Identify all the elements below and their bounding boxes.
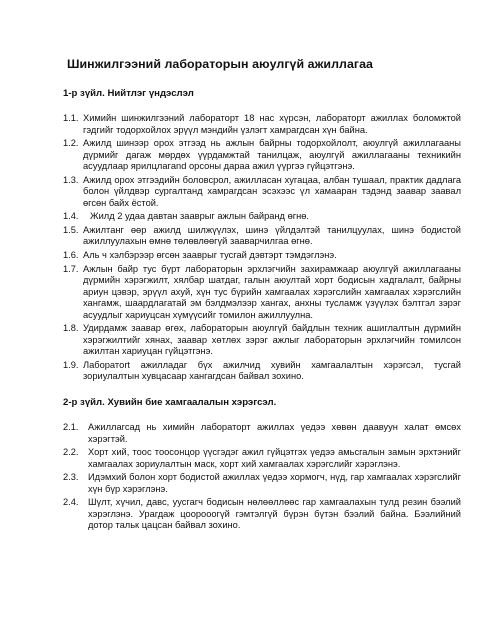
- item-text: Ажлын байр тус бүрт лабораторын эрхлэгчийн захирамжаар аюулгүй ажиллагааны дүрмийн хэрэгжилт, хялбар шатдаг, галын аюултай хорт бодисын хадгалалт, байрны ариун цэвэр, эрүүл ахуй, хүн тус бүрийн хамгаалах хэрэгслийн хамгаалах хэрэгслийн хангамж, шаардлагатай эм бэлдмэлээр хангах, анхны тусламж үзүүлэх бэлтгэл зэрэг асуудлыг хариуцсан хүмүүсийг томилон ажиллуулна.: [83, 263, 461, 320]
- list-item: [63, 113, 461, 136]
- item-text: Хорт хий, тоос тоосонцор үүсгэдэг ажил гүйцэтгэх үедээ амьсгалын замын эрхтэнийг хамгаалах зориулалтын маск, хорт хий хамгаалах хэрэгслийг хэрэглэнэ.: [88, 447, 461, 469]
- list-item: [63, 323, 461, 358]
- section-list: [63, 113, 461, 383]
- item-number: 1.1.: [63, 113, 79, 123]
- list-item: [63, 138, 461, 173]
- list-item: [63, 250, 461, 262]
- item-number: 1.7.: [63, 263, 79, 274]
- item-number: 1.6.: [63, 250, 79, 261]
- list-item: [63, 264, 461, 322]
- item-text: Лаборатort ажилладаг бүх ажилчид хувийн хамгаалалтын хэрэгсэл, тусгай зориулалтын хувцасаар хангагдсан байвал зохино.: [83, 359, 461, 382]
- section-heading: 1-р зүйл. Нийтлэг үндэслэл: [63, 88, 194, 99]
- item-number: 1.8.: [63, 323, 79, 334]
- item-text: Ажилд шинээр орох этгээд нь ажлын байрны тодорхойлолт, аюулгүй ажиллагааны дүрмийг дагаж мөрдөх үүрдамжтай танилцаж, аюулгүй ажиллагааны техникийн асуудлаар ярилцлагand орсоны дараа ажил үүргээ гүйцэтгэнэ.: [83, 138, 461, 172]
- section-list: [63, 422, 461, 532]
- list-item: [63, 225, 461, 248]
- document-title: Шинжилгээний лабораторын аюулгүй ажиллагаа: [67, 57, 373, 71]
- section-heading: 2-р зүйл. Хувийн бие хамгаалалын хэрэгсэл.: [63, 397, 277, 409]
- item-number: 2.3.: [63, 472, 79, 483]
- list-item: [63, 472, 461, 495]
- item-number: 1.2.: [63, 138, 79, 149]
- list-item: [63, 422, 461, 445]
- item-text: Ажиллагсад нь химийн лабораторт ажиллах үедээ хөвөн даавуун халат өмсөх хэрэгтэй.: [88, 422, 461, 444]
- item-text: Химийн шинжилгээний лабораторт 18 нас хүрсэн, лабораторт ажиллах боломжтой гэдгийг тодорхойлох эрүүл мэндийн үзлэгт хамрагдсан хүн байна.: [83, 113, 461, 135]
- item-text: Ажилтанг өөр ажилд шилжүүлэх, шинэ үйлдэлтэй танилцуулах, шинэ бодистой ажиллуулахын өмнө төлөвлөөгүй зааварчилгаа өгнө.: [83, 224, 461, 247]
- item-text: Аль ч хэлбэрээр өгсөн зааврыг тусгай дэвтэрт тэмдэглэнэ.: [83, 250, 337, 261]
- item-text: Жилд 2 удаа давтан зааврыг ажлын байранд өгнө.: [90, 211, 310, 222]
- item-number: 1.5.: [63, 224, 79, 235]
- list-item: [63, 211, 461, 223]
- item-number: 1.9.: [63, 359, 79, 370]
- list-item: [63, 175, 461, 210]
- item-number: 1.4.: [63, 211, 79, 222]
- list-item: [63, 360, 461, 383]
- list-item: [63, 497, 461, 532]
- item-number: 2.4.: [63, 497, 79, 508]
- item-number: 2.2.: [63, 447, 79, 458]
- item-text: Удирдамж заавар өгөх, лабораторын аюулгүй байдлын техник ашиглалтын дүрмийн хэрэгжилтийг хянах, заавар хөтлөх зэрэг ажлыг лабораторын эрхлэгчийн томилсон ажилтан хариуцан гүйцэтгэнэ.: [83, 323, 461, 357]
- item-text: Идэмхий болон хорт бодистой ажиллах үедээ хормогч, нүд, гар хамгаалах хэрэгслийг хүн бүр хэрэглэнэ.: [88, 472, 461, 494]
- item-text: Ажилд орох этгээдийн боловсрол, ажилласан хугацаа, албан тушаал, практик дадлага болон үйлдвэр сургалтанд хамрагдсан эсэхээс үл хамааран тэдэнд заавар заавал өгсөн байх ёстой.: [83, 174, 461, 208]
- item-number: 2.1.: [63, 422, 79, 433]
- list-item: [63, 447, 461, 470]
- item-number: 1.3.: [63, 174, 79, 185]
- item-text: Шүлт, хүчил, давс, уусгагч бодисын нөлөөллөөс гар хамгаалахын тулд резин бээлий хэрэглэнэ. Урагдаж цоорооогүй гэмтэлгүй бүрэн бүтэн бээлий байна. Бээлийний дотор тальк цацсан байвал зохино.: [88, 497, 461, 531]
